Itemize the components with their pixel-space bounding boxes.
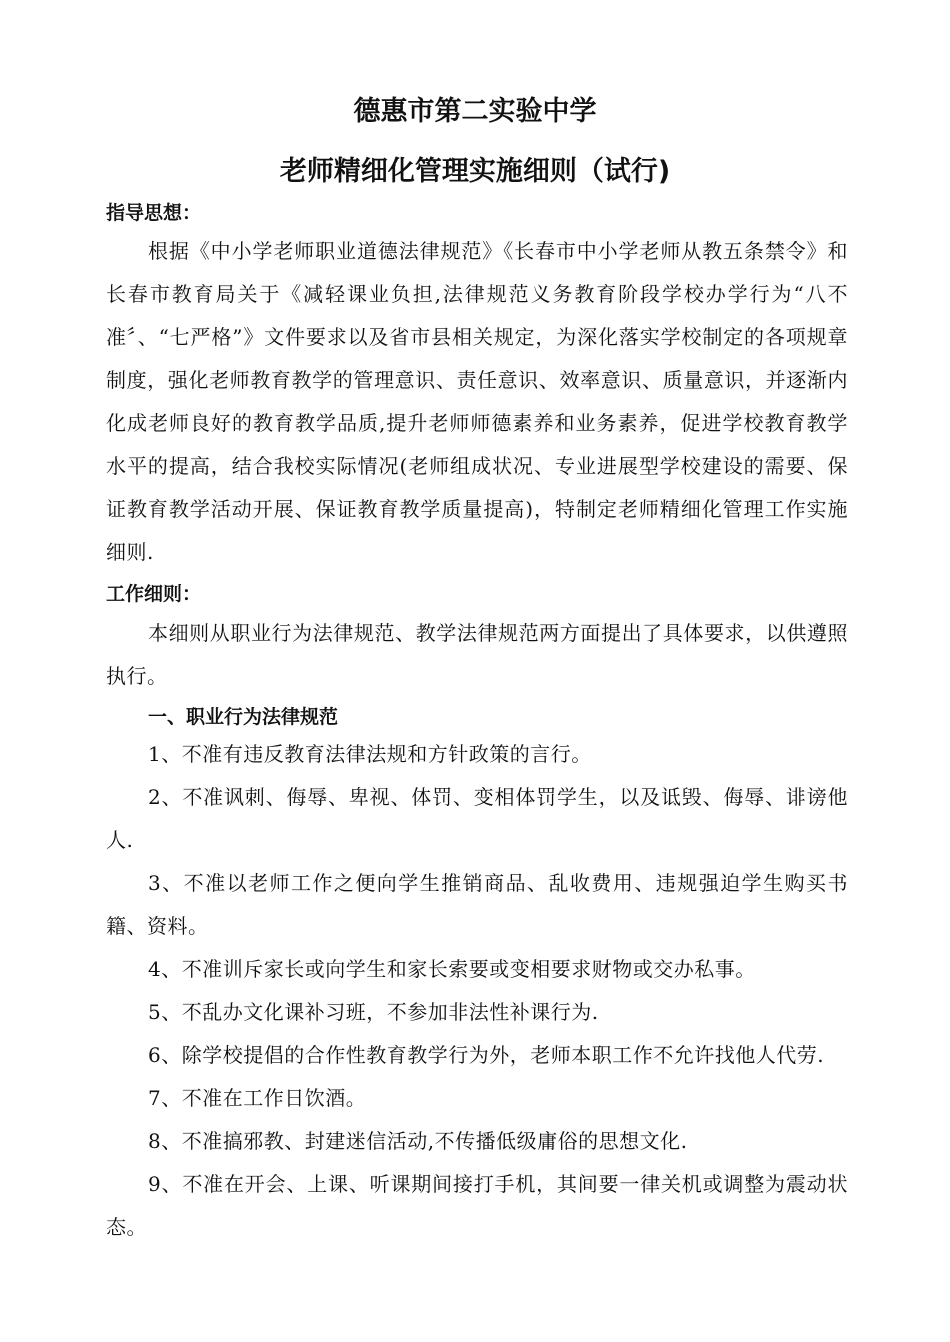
guide-section bbox=[106, 230, 848, 574]
detail-paragraph: 本细则从职业行为法律规范、教学法律规范两方面提出了具体要求，以供遵照执行。 bbox=[106, 621, 848, 688]
guide-heading: 指导思想： bbox=[106, 202, 202, 224]
rule-item: 4、不准训斥家长或向学生和家长索要或变相要求财物或交办私事。 bbox=[148, 957, 756, 981]
rules-list bbox=[106, 733, 848, 1249]
rule-item: 3、不准以老师工作之便向学生推销商品、乱收费用、违规强迫学生购买书籍、资料。 bbox=[106, 871, 848, 938]
document-title-main: 老师精细化管理实施细则（试行) bbox=[279, 156, 671, 187]
rule-item: 5、不乱办文化课补习班，不参加非法性补课行为. bbox=[148, 1000, 599, 1024]
rule-item: 6、除学校提倡的合作性教育教学行为外，老师本职工作不允许找他人代劳. bbox=[148, 1043, 825, 1067]
detail-heading: 工作细则： bbox=[106, 583, 202, 605]
document-title-school: 德惠市第二实验中学 bbox=[353, 96, 597, 127]
rule-item: 1、不准有违反教育法律法规和方针政策的言行。 bbox=[148, 742, 592, 766]
rule-item: 8、不准搞邪教、封建迷信活动,不传播低级庸俗的思想文化. bbox=[148, 1129, 688, 1153]
rule-item: 9、不准在开会、上课、听课期间接打手机，其间要一律关机或调整为震动状态。 bbox=[106, 1172, 848, 1239]
guide-paragraph: 根据《中小学老师职业道德法律规范》《长春市中小学老师从教五条禁令》和长春市教育局关于《减轻课业负担,法律规范义务教育阶段学校办学行为“八不准〞、“七严格”》文件要求以及省市县相关规定，为深化落实学校制定的各项规章制度，强化老师教育教学的管理意识、责任意识、效率意识、质量意识，并逐渐内化成老师良好的教育教学品质,提升老师师德素养和业务素养，促进学校教育教学水平的提高，结合我校实际情况(老师组成状况、专业进展型学校建设的需要、保证教育教学活动开展、保证教育教学质量提高)，特制定老师精细化管理工作实施细则. bbox=[106, 239, 848, 564]
section-one-heading: 一、职业行为法律规范 bbox=[148, 706, 339, 728]
detail-section bbox=[106, 612, 848, 698]
rule-item: 2、不准讽刺、侮辱、卑视、体罚、变相体罚学生，以及诋毁、侮辱、诽谤他人. bbox=[106, 785, 848, 852]
rule-item: 7、不准在工作日饮酒。 bbox=[148, 1086, 367, 1110]
